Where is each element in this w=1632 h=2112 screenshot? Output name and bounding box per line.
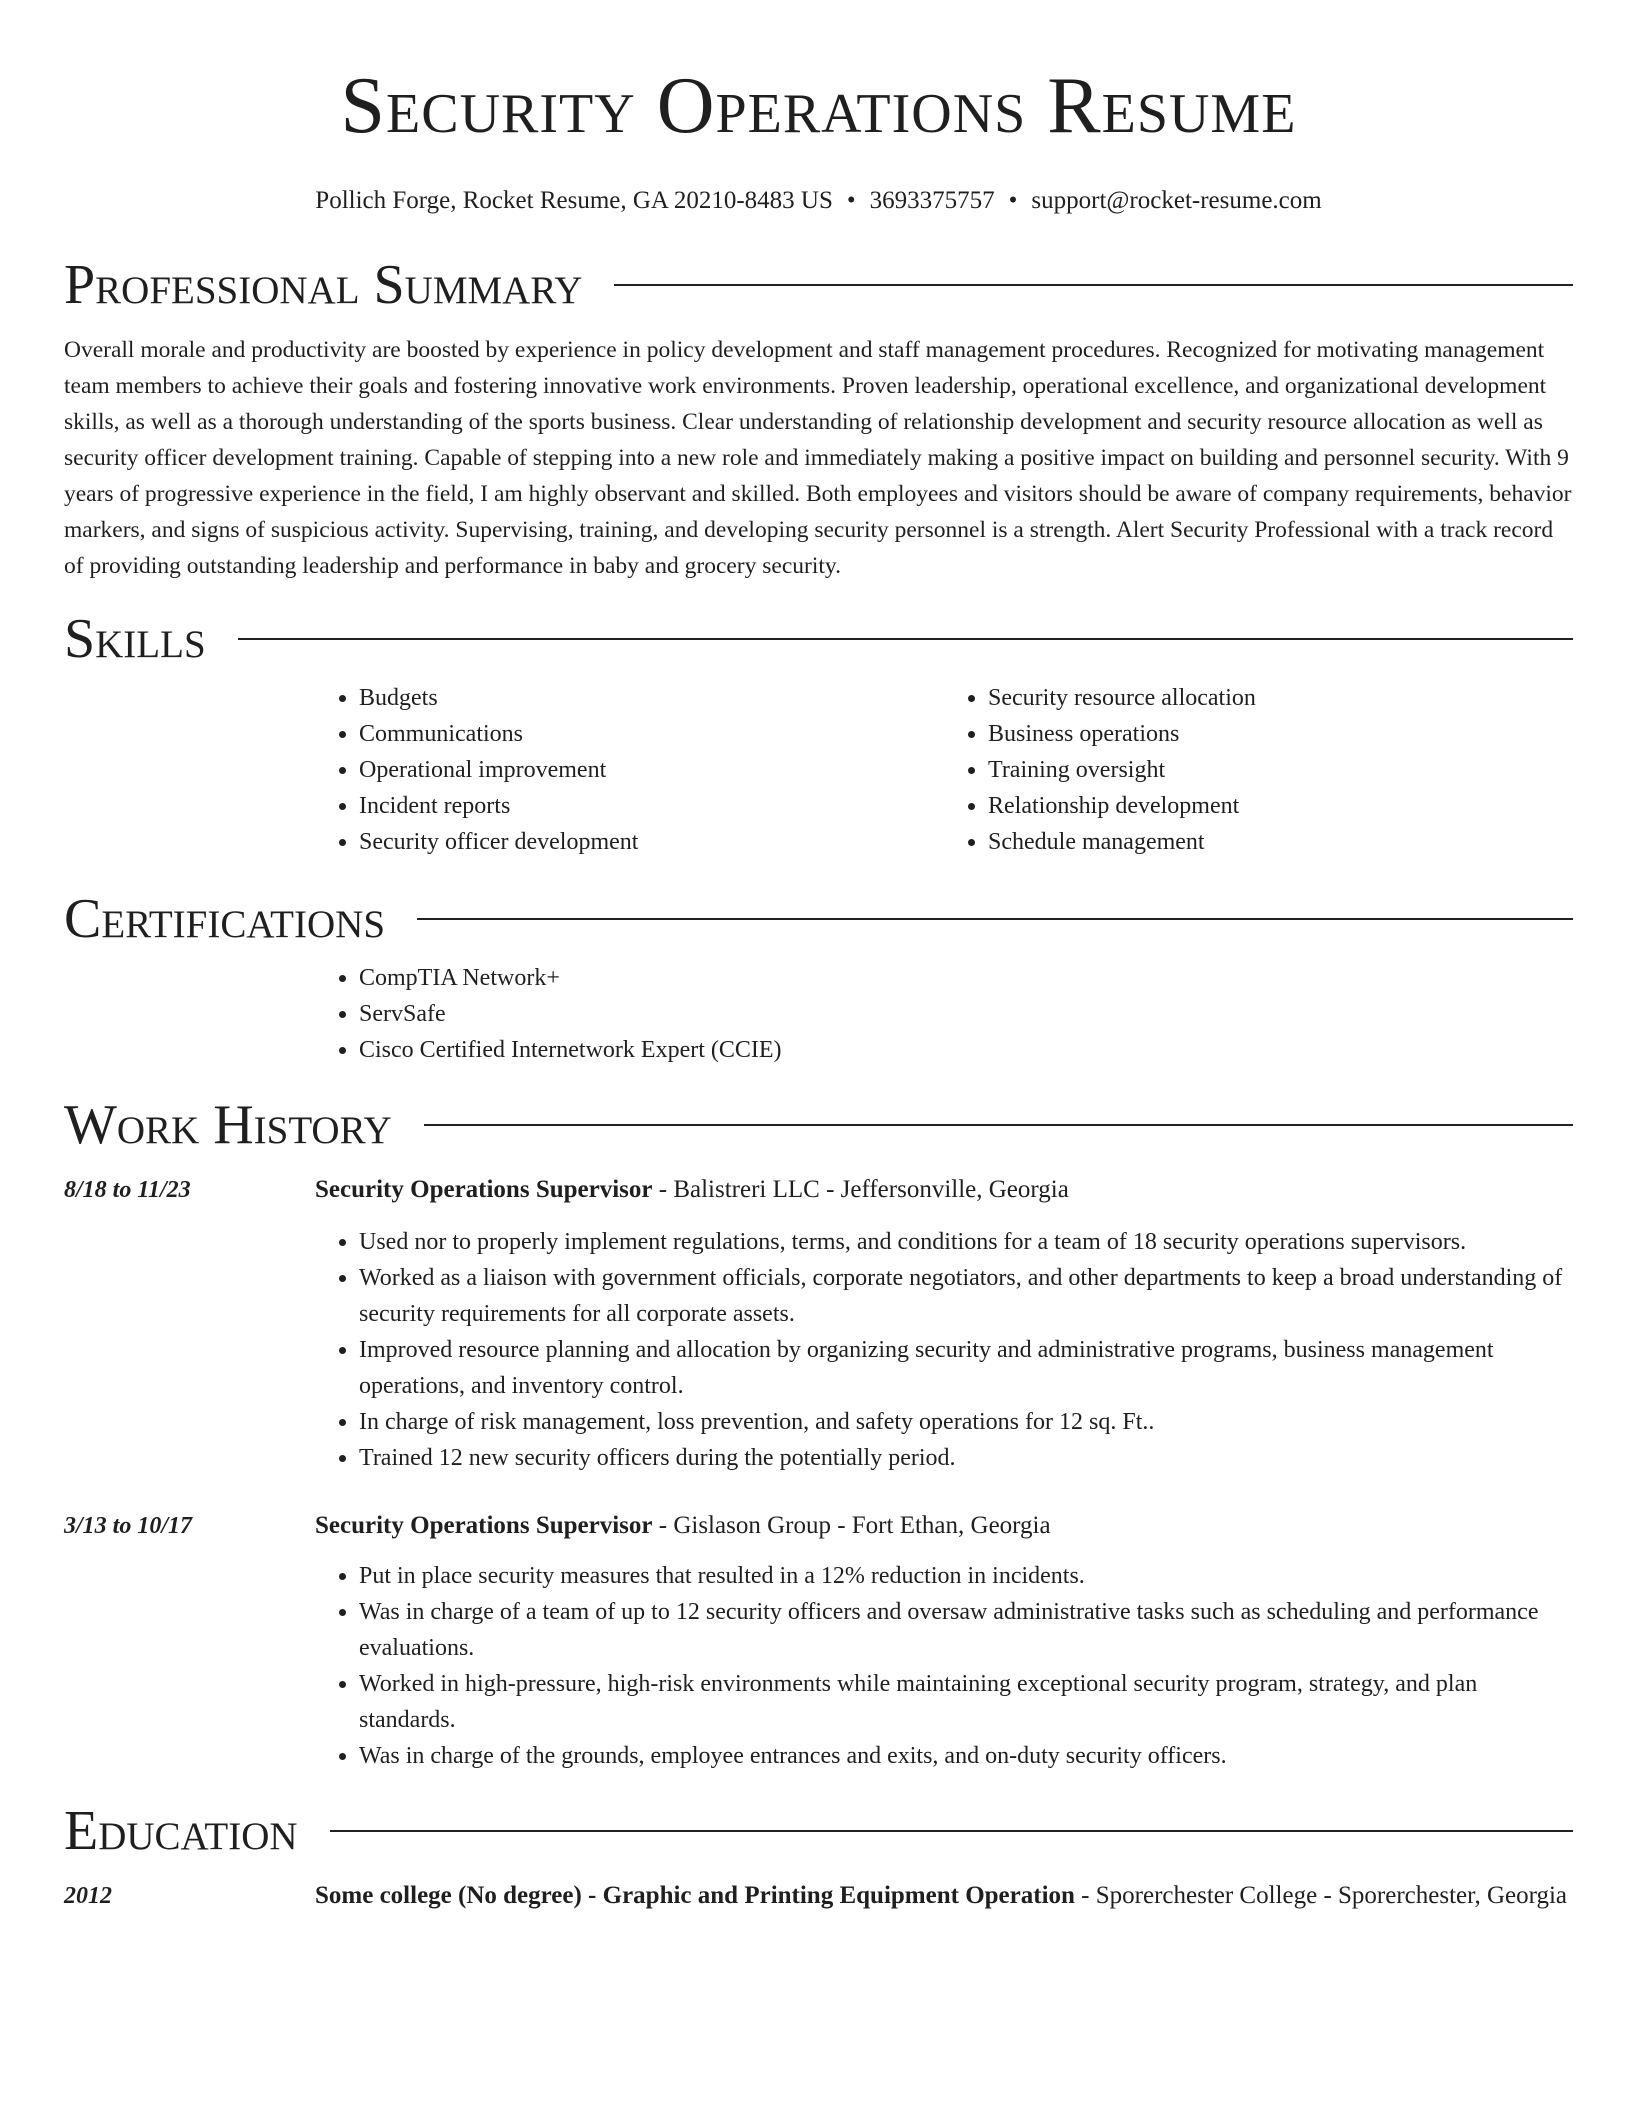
section-divider [417, 918, 1573, 920]
section-divider [424, 1124, 1573, 1126]
resume-title: Security Operations Resume [340, 62, 1297, 150]
education-section-head [64, 1798, 1573, 1864]
job-entry [64, 1508, 1573, 1774]
education-body [315, 1878, 1573, 1930]
skills-section-head [64, 606, 1573, 672]
skills-list-right [944, 680, 1573, 860]
job-bullet: • Worked in high-pressure, high-risk environments while maintaining exceptional security program, strategy, and plan standards. [359, 1666, 1573, 1738]
work-heading: Work History [64, 1094, 392, 1156]
job-bullet: • Put in place security measures that resulted in a 12% reduction in incidents. [359, 1558, 1573, 1594]
job-dates: 8/18 to 11/23 [64, 1177, 191, 1203]
skill-item: • Relationship development [988, 788, 1573, 824]
skills-list-left [315, 680, 944, 860]
separator-2: • [1008, 187, 1018, 214]
education-school: - Sporerchester College - Sporerchester, Georgia [1074, 1882, 1568, 1909]
job-entry [64, 1172, 1573, 1476]
job-title: Security Operations Supervisor [315, 1512, 653, 1539]
summary-section-head [64, 252, 1573, 318]
skill-item: • Budgets [359, 680, 944, 716]
skill-item: • Business operations [988, 716, 1573, 752]
job-company: - Balistreri LLC - Jeffersonville, Georgia [652, 1176, 1069, 1203]
separator-1: • [846, 187, 856, 214]
skills-heading: Skills [64, 608, 206, 670]
skill-item: • Schedule management [988, 824, 1573, 860]
job-bullet: • In charge of risk management, loss prevention, and safety operations for 12 sq. Ft.. [359, 1404, 1573, 1440]
section-divider [614, 284, 1573, 286]
job-body [315, 1172, 1573, 1476]
certification-item: • Cisco Certified Internetwork Expert (CCIE) [359, 1032, 1573, 1068]
job-body [315, 1508, 1573, 1774]
job-bullet: • Was in charge of the grounds, employee entrances and exits, and on-duty security officers. [359, 1738, 1573, 1774]
certifications-heading: Certifications [64, 888, 386, 950]
certifications-list [315, 960, 1573, 1068]
job-bullet: • Trained 12 new security officers during the potentially period. [359, 1440, 1573, 1476]
certification-item: • ServSafe [359, 996, 1573, 1032]
job-bullets [315, 1558, 1573, 1774]
summary-text: Overall morale and productivity are boosted by experience in policy development and staff management procedures. Recognized for motivating management team members to achieve their goals and fostering innovative work environments. Proven leadership, operational excellence, and organizational development skills, as well as a thorough understanding of the sports business. Clear understanding of relationship development and security resource allocation as well as security officer development training. Capable of stepping into a new role and immediately making a positive impact on building and personnel security. With 9 years of progressive experience in the field, I am highly observant and skilled. Both employees and visitors should be aware of company requirements, behavior markers, and signs of suspicious activity. Supervising, training, and developing security personnel is a strength. Alert Security Professional with a track record of providing outstanding leadership and performance in baby and grocery security. [64, 337, 1572, 579]
certifications-section-head [64, 886, 1573, 952]
education-heading: Education [64, 1800, 298, 1862]
skill-item: • Training oversight [988, 752, 1573, 788]
skill-item: • Security resource allocation [988, 680, 1573, 716]
job-bullets [315, 1224, 1573, 1476]
skill-item: • Operational improvement [359, 752, 944, 788]
phone: 3693375757 [869, 187, 995, 214]
skills-grid [315, 680, 1573, 860]
section-divider [330, 1830, 1573, 1832]
work-section-head [64, 1092, 1573, 1158]
skill-item: • Security officer development [359, 824, 944, 860]
contact-line [64, 184, 1573, 218]
job-bullet: • Worked as a liaison with government officials, corporate negotiators, and other departments to keep a broad understanding of security requirements for all corporate assets. [359, 1260, 1573, 1332]
skill-item: • Incident reports [359, 788, 944, 824]
job-title-line [315, 1508, 1573, 1544]
job-title-line [315, 1172, 1573, 1208]
education-degree: Some college (No degree) - Graphic and Printing Equipment Operation [315, 1882, 1075, 1909]
job-company: - Gislason Group - Fort Ethan, Georgia [652, 1512, 1051, 1539]
education-title-line [315, 1878, 1573, 1914]
address: Pollich Forge, Rocket Resume, GA 20210-8483 US [315, 187, 833, 214]
section-divider [238, 638, 1573, 640]
certification-item: • CompTIA Network+ [359, 960, 1573, 996]
job-title: Security Operations Supervisor [315, 1176, 653, 1203]
skill-item: • Communications [359, 716, 944, 752]
education-entry [64, 1878, 1573, 1930]
email: support@rocket-resume.com [1031, 187, 1322, 214]
job-bullet: • Improved resource planning and allocation by organizing security and administrative programs, business management operations, and inventory control. [359, 1332, 1573, 1404]
summary-heading: Professional Summary [64, 254, 583, 316]
job-bullet: • Was in charge of a team of up to 12 security officers and oversaw administrative tasks such as scheduling and performance evaluations. [359, 1594, 1573, 1666]
job-dates: 3/13 to 10/17 [64, 1513, 193, 1539]
education-year: 2012 [64, 1883, 112, 1909]
job-bullet: • Used nor to properly implement regulations, terms, and conditions for a team of 18 security operations supervisors. [359, 1224, 1573, 1260]
